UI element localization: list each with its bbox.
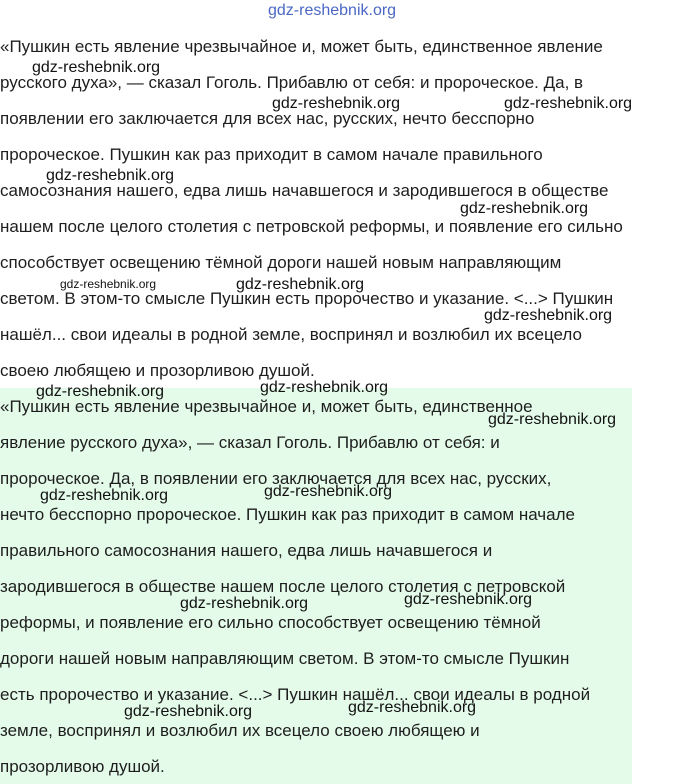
watermark: gdz-reshebnik.org xyxy=(124,703,253,720)
original-line: русского духа», — сказал Гоголь. Прибавлю от себя: и пророческое. Да, в xyxy=(0,73,584,92)
answer-line: явление русского духа», — сказал Гоголь. Прибавлю от себя: и xyxy=(0,433,500,452)
watermark: gdz-reshebnik.org xyxy=(36,383,165,400)
original-line: способствует освещению тёмной дороги нашей новым направляющим xyxy=(0,253,562,272)
watermark: gdz-reshebnik.org xyxy=(504,95,633,112)
watermark: gdz-reshebnik.org xyxy=(60,277,157,291)
answer-line: земле, воспринял и возлюбил их всецело своею любящею и xyxy=(0,721,480,740)
original-line: нашёл... свои идеалы в родной земле, воспринял и возлюбил их всецело xyxy=(0,325,582,344)
watermark: gdz-reshebnik.org xyxy=(264,483,393,500)
watermark: gdz-reshebnik.org xyxy=(272,95,401,112)
answer-line: нечто бесспорно пророческое. Пушкин как раз приходит в самом начале xyxy=(0,505,575,524)
original-line: самосознания нашего, едва лишь начавшегося и зародившегося в обществе xyxy=(0,181,609,200)
answer-line: есть пророчество и указание. <...> Пушкин нашёл... свои идеалы в родной xyxy=(0,685,591,704)
answer-line: зародившегося в обществе нашем после целого столетия с петровской xyxy=(0,577,566,596)
answer-line: «Пушкин есть явление чрезвычайное и, может быть, единственное xyxy=(0,397,533,416)
answer-line: правильного самосознания нашего, едва лишь начавшегося и xyxy=(0,541,493,560)
watermark: gdz-reshebnik.org xyxy=(460,200,589,217)
answer-line: пророческое. Да, в появлении его заключается для всех нас, русских, xyxy=(0,469,552,488)
watermark: gdz-reshebnik.org xyxy=(180,595,309,612)
watermark: gdz-reshebnik.org xyxy=(40,487,169,504)
original-line: появлении его заключается для всех нас, русских, нечто бесспорно xyxy=(0,109,535,128)
watermark: gdz-reshebnik.org xyxy=(484,307,613,324)
watermark: gdz-reshebnik.org xyxy=(46,167,175,184)
watermark: gdz-reshebnik.org xyxy=(260,379,389,396)
answer-line: реформы, и появление его сильно способствует освещению тёмной xyxy=(0,613,541,632)
original-line: нашем после целого столетия с петровской реформы, и появление его сильно xyxy=(0,217,623,236)
original-line: своею любящею и прозорливою душой. xyxy=(0,361,315,380)
site-link[interactable]: gdz-reshebnik.org xyxy=(268,2,397,19)
original-line: пророческое. Пушкин как раз приходит в самом начале правильного xyxy=(0,145,543,164)
watermark: gdz-reshebnik.org xyxy=(236,276,365,293)
answer-line: дороги нашей новым направляющим светом. В этом-то смысле Пушкин xyxy=(0,649,570,668)
watermark: gdz-reshebnik.org xyxy=(488,411,617,428)
watermark: gdz-reshebnik.org xyxy=(32,59,161,76)
answer-line: прозорливою душой. xyxy=(0,757,165,776)
watermark: gdz-reshebnik.org xyxy=(404,591,533,608)
watermark: gdz-reshebnik.org xyxy=(348,699,477,716)
original-line: светом. В этом-то смысле Пушкин есть пророчество и указание. <...> Пушкин xyxy=(0,289,614,308)
original-line: «Пушкин есть явление чрезвычайное и, может быть, единственное явление xyxy=(0,37,603,56)
